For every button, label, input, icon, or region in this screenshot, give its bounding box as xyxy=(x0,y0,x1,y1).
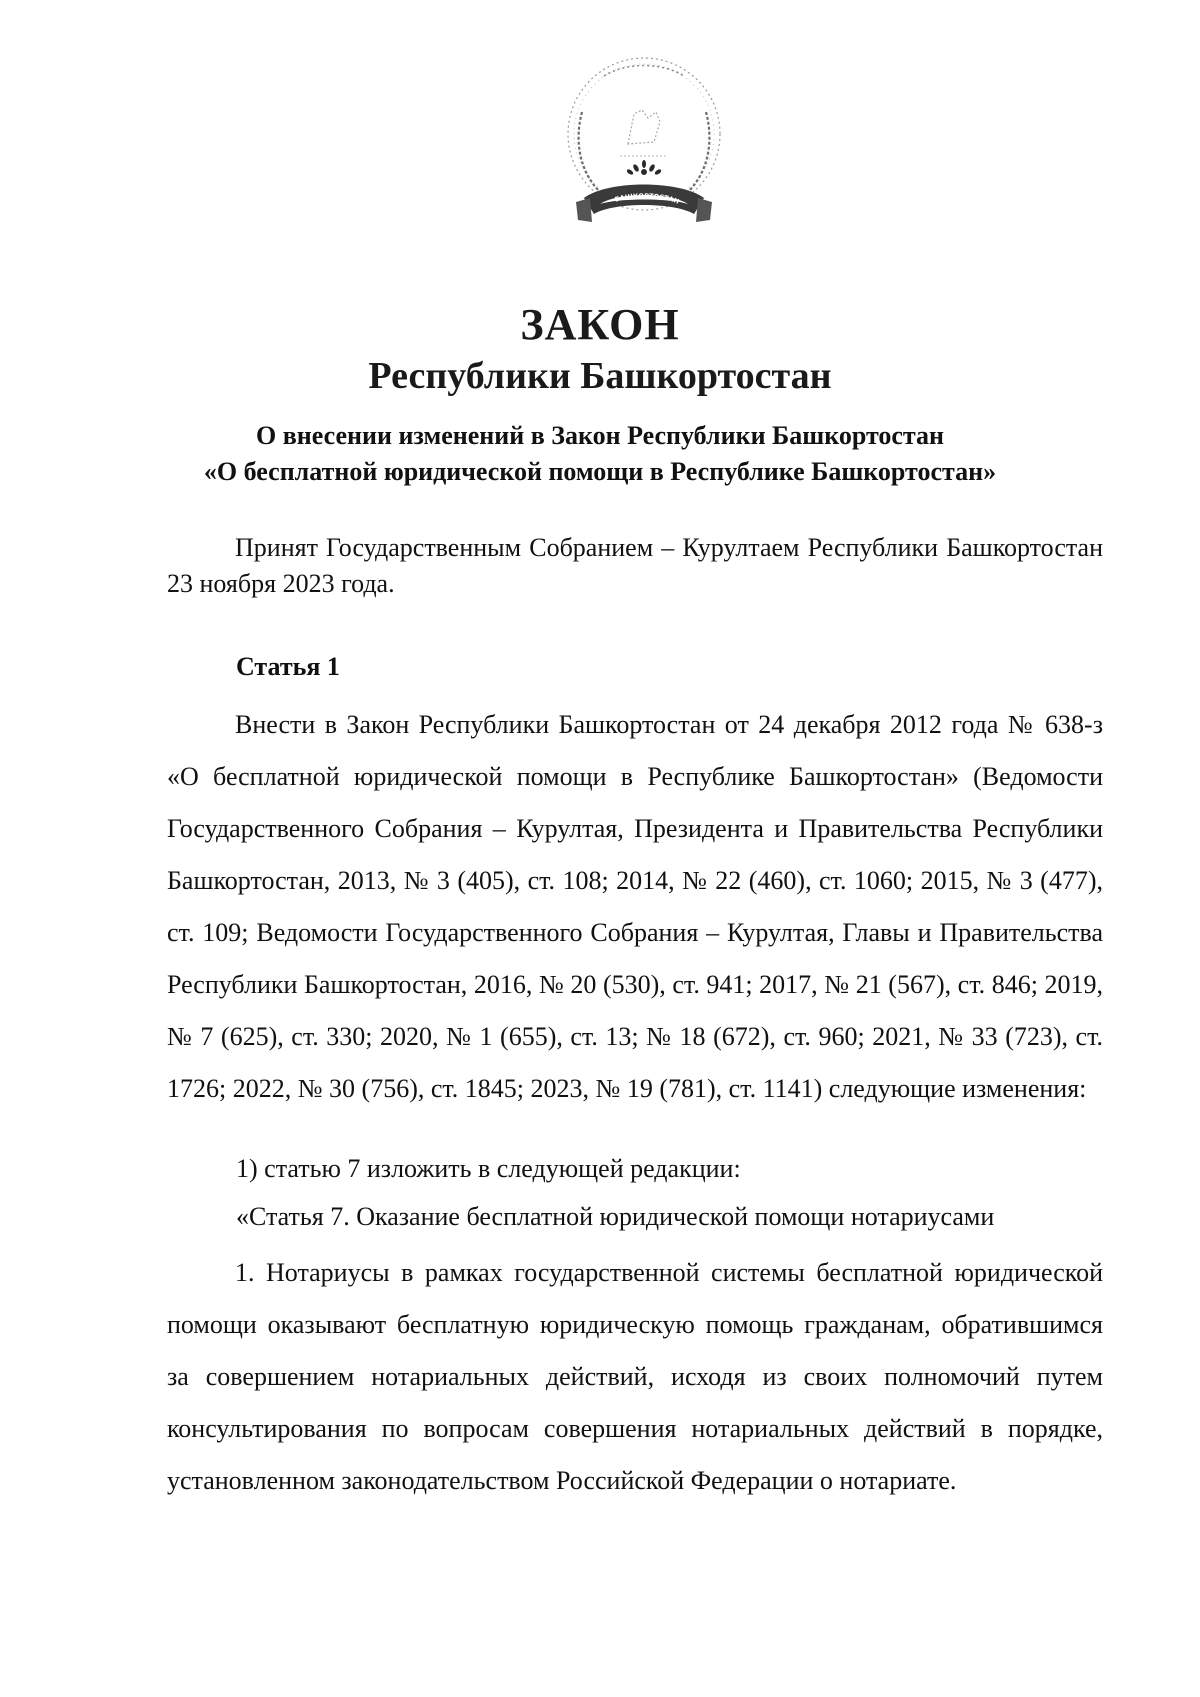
coat-of-arms-icon xyxy=(556,52,732,238)
article-text: Внести в Закон Республики Башкортостан от 24 декабря 2012 года № 638-з «О бесплатной юридической помощи в Республике Башкортостан» (Ведомости Государственного Собрания – Курултая, Президента и Правительства Республики Башкортостан, 2013, № 3 (405), ст. 108; 2014, № 22 (460), ст. 1060; 2015, № 3 (477), ст. 109; Ведомости Государственного Собрания – Курултая, Главы и Правительства Республики Башкортостан, 2016, № 20 (530), ст. 941; 2017, № 21 (567), ст. 846; 2019, № 7 (625), ст. 330; 2020, № 1 (655), ст. 13; № 18 (672), ст. 960; 2021, № 33 (723), ст. 1726; 2022, № 30 (756), ст. 1845; 2023, № 19 (781), ст. 1141) следующие изменения: xyxy=(167,710,1103,1103)
svg-text:БАШКОРТОСТАН: БАШКОРТОСТАН xyxy=(613,191,681,206)
law-subject-line-2: «О бесплатной юридической помощи в Республике Башкортостан» xyxy=(203,457,997,486)
law-subject-line-1: О внесении изменений в Закон Республики Башкортостан xyxy=(256,421,944,450)
document-title: ЗАКОН xyxy=(520,300,680,349)
document-subtitle: Республики Башкортостан xyxy=(368,355,832,397)
clause-text: 1. Нотариусы в рамках государственной системы бесплатной юридической помощи оказывают бесплатную юридическую помощь гражданам, обратившимся за совершением нотариальных действий, исходя из своих полномочий путем консультирования по вопросам совершения нотариальных действий в порядке, установленном законодательством Российской Федерации о нотариате. xyxy=(167,1258,1103,1495)
new-article-heading: «Статья 7. Оказание бесплатной юридической помощи нотариусами xyxy=(236,1202,995,1231)
amendment-item: 1) статью 7 изложить в следующей редакции: xyxy=(236,1154,741,1183)
article-heading: Статья 1 xyxy=(236,652,340,681)
adoption-statement: Принят Государственным Собранием – Курултаем Республики Башкортостан 23 ноября 2023 года. xyxy=(167,533,1103,598)
law-subject xyxy=(0,418,1200,490)
